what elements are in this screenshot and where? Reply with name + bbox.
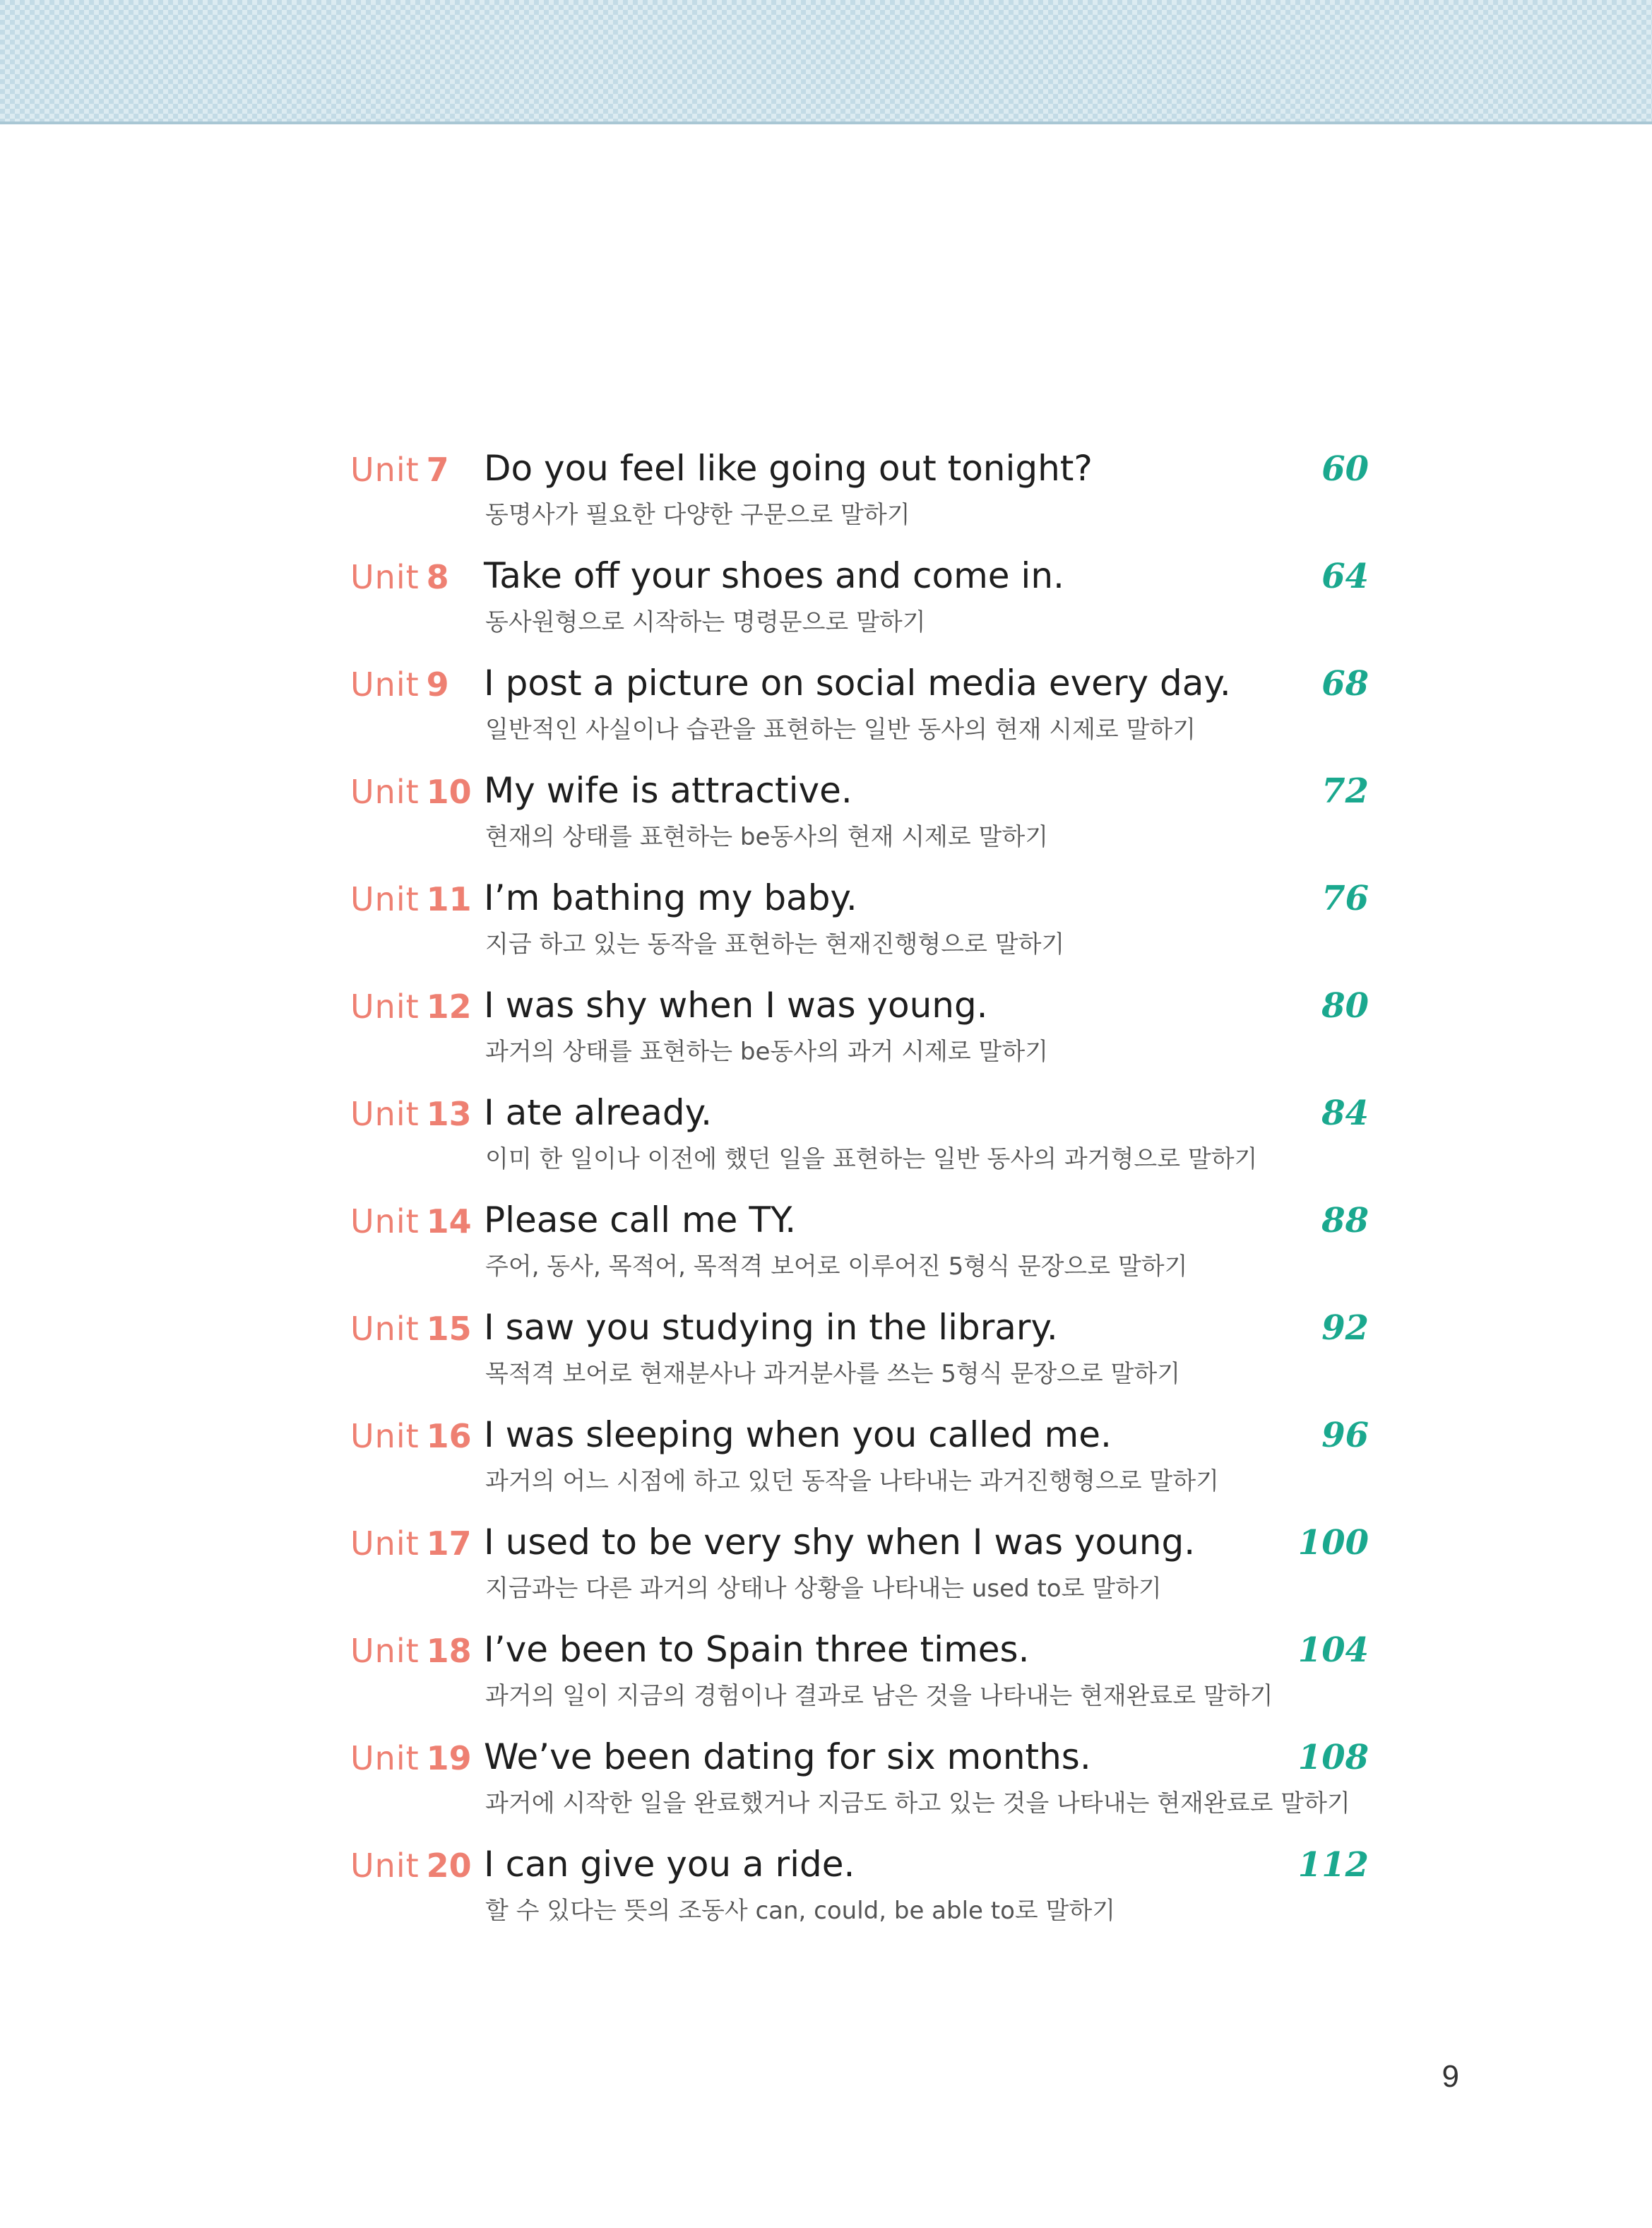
table-of-contents	[0, 449, 1652, 1953]
page-number: 96	[1321, 1416, 1369, 1455]
unit-label	[350, 558, 449, 596]
unit-word: Unit	[350, 1202, 420, 1240]
unit-title: Take off your shoes and come in.	[484, 555, 1064, 596]
unit-subtitle: 과거의 어느 시점에 하고 있던 동작을 나타내는 과거진행형으로 말하기	[485, 1467, 1219, 1495]
unit-title: We’ve been dating for six months.	[484, 1736, 1091, 1777]
unit-subtitle: 지금과는 다른 과거의 상태나 상황을 나타내는 used to로 말하기	[485, 1575, 1162, 1603]
unit-label	[350, 1632, 472, 1670]
toc-entry-unit-19[interactable]	[0, 1738, 1652, 1845]
unit-title: I saw you studying in the library.	[484, 1307, 1058, 1348]
toc-entry-unit-20[interactable]	[0, 1845, 1652, 1953]
unit-word: Unit	[350, 1310, 420, 1348]
unit-label	[350, 1310, 472, 1348]
unit-word: Unit	[350, 1632, 420, 1670]
unit-number: 18	[426, 1632, 472, 1670]
page-number: 92	[1321, 1308, 1369, 1348]
unit-word: Unit	[350, 451, 420, 489]
unit-title: I ate already.	[484, 1092, 713, 1133]
unit-number: 7	[426, 451, 449, 489]
unit-word: Unit	[350, 880, 420, 918]
unit-title: My wife is attractive.	[484, 770, 852, 811]
toc-entry-unit-8[interactable]	[0, 557, 1652, 664]
toc-entry-unit-15[interactable]	[0, 1308, 1652, 1416]
unit-subtitle: 할 수 있다는 뜻의 조동사 can, could, be able to로 말하기	[485, 1897, 1116, 1925]
page-number: 64	[1321, 557, 1369, 596]
toc-entry-unit-7[interactable]	[0, 449, 1652, 557]
unit-subtitle: 목적격 보어로 현재분사나 과거분사를 쓰는 5형식 문장으로 말하기	[485, 1360, 1181, 1388]
toc-entry-unit-12[interactable]	[0, 986, 1652, 1094]
unit-title: I used to be very shy when I was young.	[484, 1522, 1196, 1563]
unit-label	[350, 1847, 472, 1885]
unit-title: Please call me TY.	[484, 1199, 797, 1240]
page-number: 72	[1321, 771, 1369, 811]
unit-label	[350, 1417, 472, 1455]
page-number: 108	[1297, 1738, 1369, 1777]
unit-number: 14	[426, 1202, 472, 1240]
unit-number: 12	[426, 988, 472, 1026]
page-number: 80	[1321, 986, 1369, 1026]
top-pattern-band	[0, 0, 1652, 124]
unit-label	[350, 880, 472, 918]
unit-label	[350, 1095, 472, 1133]
unit-number: 13	[426, 1095, 472, 1133]
unit-word: Unit	[350, 558, 420, 596]
page-number: 68	[1321, 664, 1369, 704]
unit-number: 17	[426, 1524, 472, 1563]
toc-entry-unit-17[interactable]	[0, 1523, 1652, 1630]
unit-word: Unit	[350, 1417, 420, 1455]
unit-subtitle: 동사원형으로 시작하는 명령문으로 말하기	[485, 608, 926, 636]
unit-word: Unit	[350, 773, 420, 811]
unit-word: Unit	[350, 988, 420, 1026]
toc-entry-unit-13[interactable]	[0, 1094, 1652, 1201]
unit-word: Unit	[350, 665, 420, 704]
unit-title: I was sleeping when you called me.	[484, 1414, 1112, 1455]
page-number: 112	[1297, 1845, 1369, 1885]
toc-entry-unit-11[interactable]	[0, 879, 1652, 986]
toc-entry-unit-9[interactable]	[0, 664, 1652, 771]
unit-title: I was shy when I was young.	[484, 985, 988, 1026]
unit-subtitle: 과거에 시작한 일을 완료했거나 지금도 하고 있는 것을 나타내는 현재완료로 말하기	[485, 1789, 1350, 1818]
page-number: 84	[1321, 1094, 1369, 1133]
unit-subtitle: 주어, 동사, 목적어, 목적격 보어로 이루어진 5형식 문장으로 말하기	[485, 1252, 1188, 1281]
unit-title: I’ve been to Spain three times.	[484, 1629, 1030, 1670]
unit-number: 9	[426, 665, 449, 704]
unit-subtitle: 동명사가 필요한 다양한 구문으로 말하기	[485, 501, 910, 529]
toc-entry-unit-14[interactable]	[0, 1201, 1652, 1308]
unit-word: Unit	[350, 1095, 420, 1133]
unit-number: 15	[426, 1310, 472, 1348]
toc-entry-unit-16[interactable]	[0, 1416, 1652, 1523]
unit-title: I post a picture on social media every day.	[484, 663, 1231, 704]
unit-label	[350, 773, 472, 811]
unit-label	[350, 1524, 472, 1563]
unit-label	[350, 665, 449, 704]
unit-subtitle: 과거의 상태를 표현하는 be동사의 과거 시제로 말하기	[485, 1038, 1049, 1066]
unit-word: Unit	[350, 1524, 420, 1563]
unit-subtitle: 이미 한 일이나 이전에 했던 일을 표현하는 일반 동사의 과거형으로 말하기	[485, 1145, 1258, 1173]
unit-subtitle: 지금 하고 있는 동작을 표현하는 현재진행형으로 말하기	[485, 930, 1065, 959]
unit-word: Unit	[350, 1847, 420, 1885]
page-number: 104	[1297, 1630, 1369, 1670]
page-number: 100	[1297, 1523, 1369, 1563]
unit-number: 19	[426, 1739, 472, 1777]
page-number: 60	[1321, 449, 1369, 489]
unit-title: I can give you a ride.	[484, 1844, 855, 1885]
unit-label	[350, 451, 449, 489]
unit-label	[350, 988, 472, 1026]
folio-page-number: 9	[1442, 2059, 1459, 2094]
unit-title: I’m bathing my baby.	[484, 877, 857, 918]
page-number: 76	[1321, 879, 1369, 918]
unit-word: Unit	[350, 1739, 420, 1777]
unit-label	[350, 1202, 472, 1240]
toc-entry-unit-18[interactable]	[0, 1630, 1652, 1738]
unit-number: 8	[426, 558, 449, 596]
unit-number: 20	[426, 1847, 472, 1885]
unit-number: 16	[426, 1417, 472, 1455]
unit-subtitle: 일반적인 사실이나 습관을 표현하는 일반 동사의 현재 시제로 말하기	[485, 716, 1196, 744]
unit-title: Do you feel like going out tonight?	[484, 448, 1093, 489]
unit-label	[350, 1739, 472, 1777]
toc-entry-unit-10[interactable]	[0, 771, 1652, 879]
page-number: 88	[1321, 1201, 1369, 1240]
unit-subtitle: 과거의 일이 지금의 경험이나 결과로 남은 것을 나타내는 현재완료로 말하기	[485, 1682, 1273, 1710]
unit-number: 10	[426, 773, 472, 811]
unit-number: 11	[426, 880, 472, 918]
unit-subtitle: 현재의 상태를 표현하는 be동사의 현재 시제로 말하기	[485, 823, 1049, 851]
